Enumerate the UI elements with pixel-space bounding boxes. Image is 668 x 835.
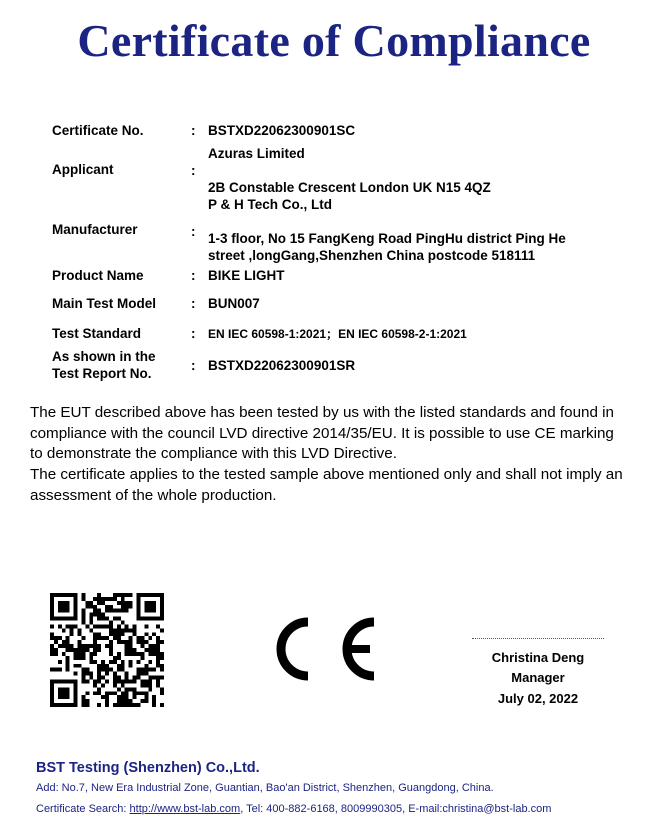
- ce-mark-icon: [266, 616, 382, 682]
- certificate-search-line: [36, 803, 551, 815]
- manufacturer-name: P & H Tech Co., Ltd: [208, 197, 333, 212]
- colon: :: [191, 296, 196, 311]
- search-label: Certificate Search:: [36, 803, 130, 815]
- main-test-model-value: BUN007: [208, 296, 260, 311]
- colon: :: [191, 163, 196, 178]
- signature-line: [472, 638, 604, 639]
- applicant-address: 2B Constable Crescent London UK N15 4QZ: [208, 180, 491, 195]
- issue-date: July 02, 2022: [497, 691, 579, 706]
- body-paragraph-1-line3: to demonstrate the compliance with this LVD Directive.: [30, 445, 397, 462]
- test-standard-value: EN IEC 60598-1:2021；EN IEC 60598-2-1:2021: [208, 327, 467, 341]
- main-test-model-label: Main Test Model: [52, 296, 157, 311]
- colon: :: [191, 224, 196, 239]
- applicant-name: Azuras Limited: [208, 146, 305, 161]
- report-no-value: BSTXD22062300901SR: [208, 358, 356, 373]
- issuer-address: Add: No.7, New Era Industrial Zone, Guantian, Bao'an District, Shenzhen, Guangdong, China.: [36, 782, 494, 794]
- signatory-title: Manager: [511, 670, 565, 685]
- certificate-no-value: BSTXD22062300901SC: [208, 123, 356, 138]
- applicant-label: Applicant: [52, 162, 114, 177]
- signatory-name: Christina Deng: [491, 650, 585, 665]
- manufacturer-address-line1: 1-3 floor, No 15 FangKeng Road PingHu district Ping He: [208, 231, 566, 246]
- website-link[interactable]: http://www.bst-lab.com: [129, 803, 241, 815]
- product-name-label: Product Name: [52, 268, 144, 283]
- contact-info: , Tel: 400-882-6168, 8009990305, E-mail:christina@bst-lab.com: [240, 803, 552, 815]
- body-paragraph-1-line1: The EUT described above has been tested by us with the listed standards and found in: [30, 404, 614, 421]
- manufacturer-label: Manufacturer: [52, 222, 138, 237]
- manufacturer-address-line2: street ,longGang,Shenzhen China postcode 518111: [208, 248, 536, 263]
- colon: :: [191, 123, 196, 138]
- issuer-company: BST Testing (Shenzhen) Co.,Ltd.: [36, 760, 260, 776]
- colon: :: [191, 358, 196, 373]
- body-paragraph-2-line1: The certificate applies to the tested sample above mentioned only and shall not imply an: [30, 466, 623, 483]
- colon: :: [191, 268, 196, 283]
- report-no-label-line1: As shown in the: [52, 349, 156, 364]
- certificate-no-label: Certificate No.: [52, 123, 144, 138]
- test-standard-label: Test Standard: [52, 326, 142, 341]
- product-name-value: BIKE LIGHT: [208, 268, 285, 283]
- qr-code-icon: [50, 593, 164, 707]
- certificate-title: Certificate of Compliance: [77, 15, 591, 66]
- body-paragraph-1-line2: compliance with the council LVD directive 2014/35/EU. It is possible to use CE marking: [30, 425, 614, 442]
- report-no-label-line2: Test Report No.: [52, 366, 152, 381]
- body-paragraph-2-line2: assessment of the whole production.: [30, 487, 277, 504]
- colon: :: [191, 326, 196, 341]
